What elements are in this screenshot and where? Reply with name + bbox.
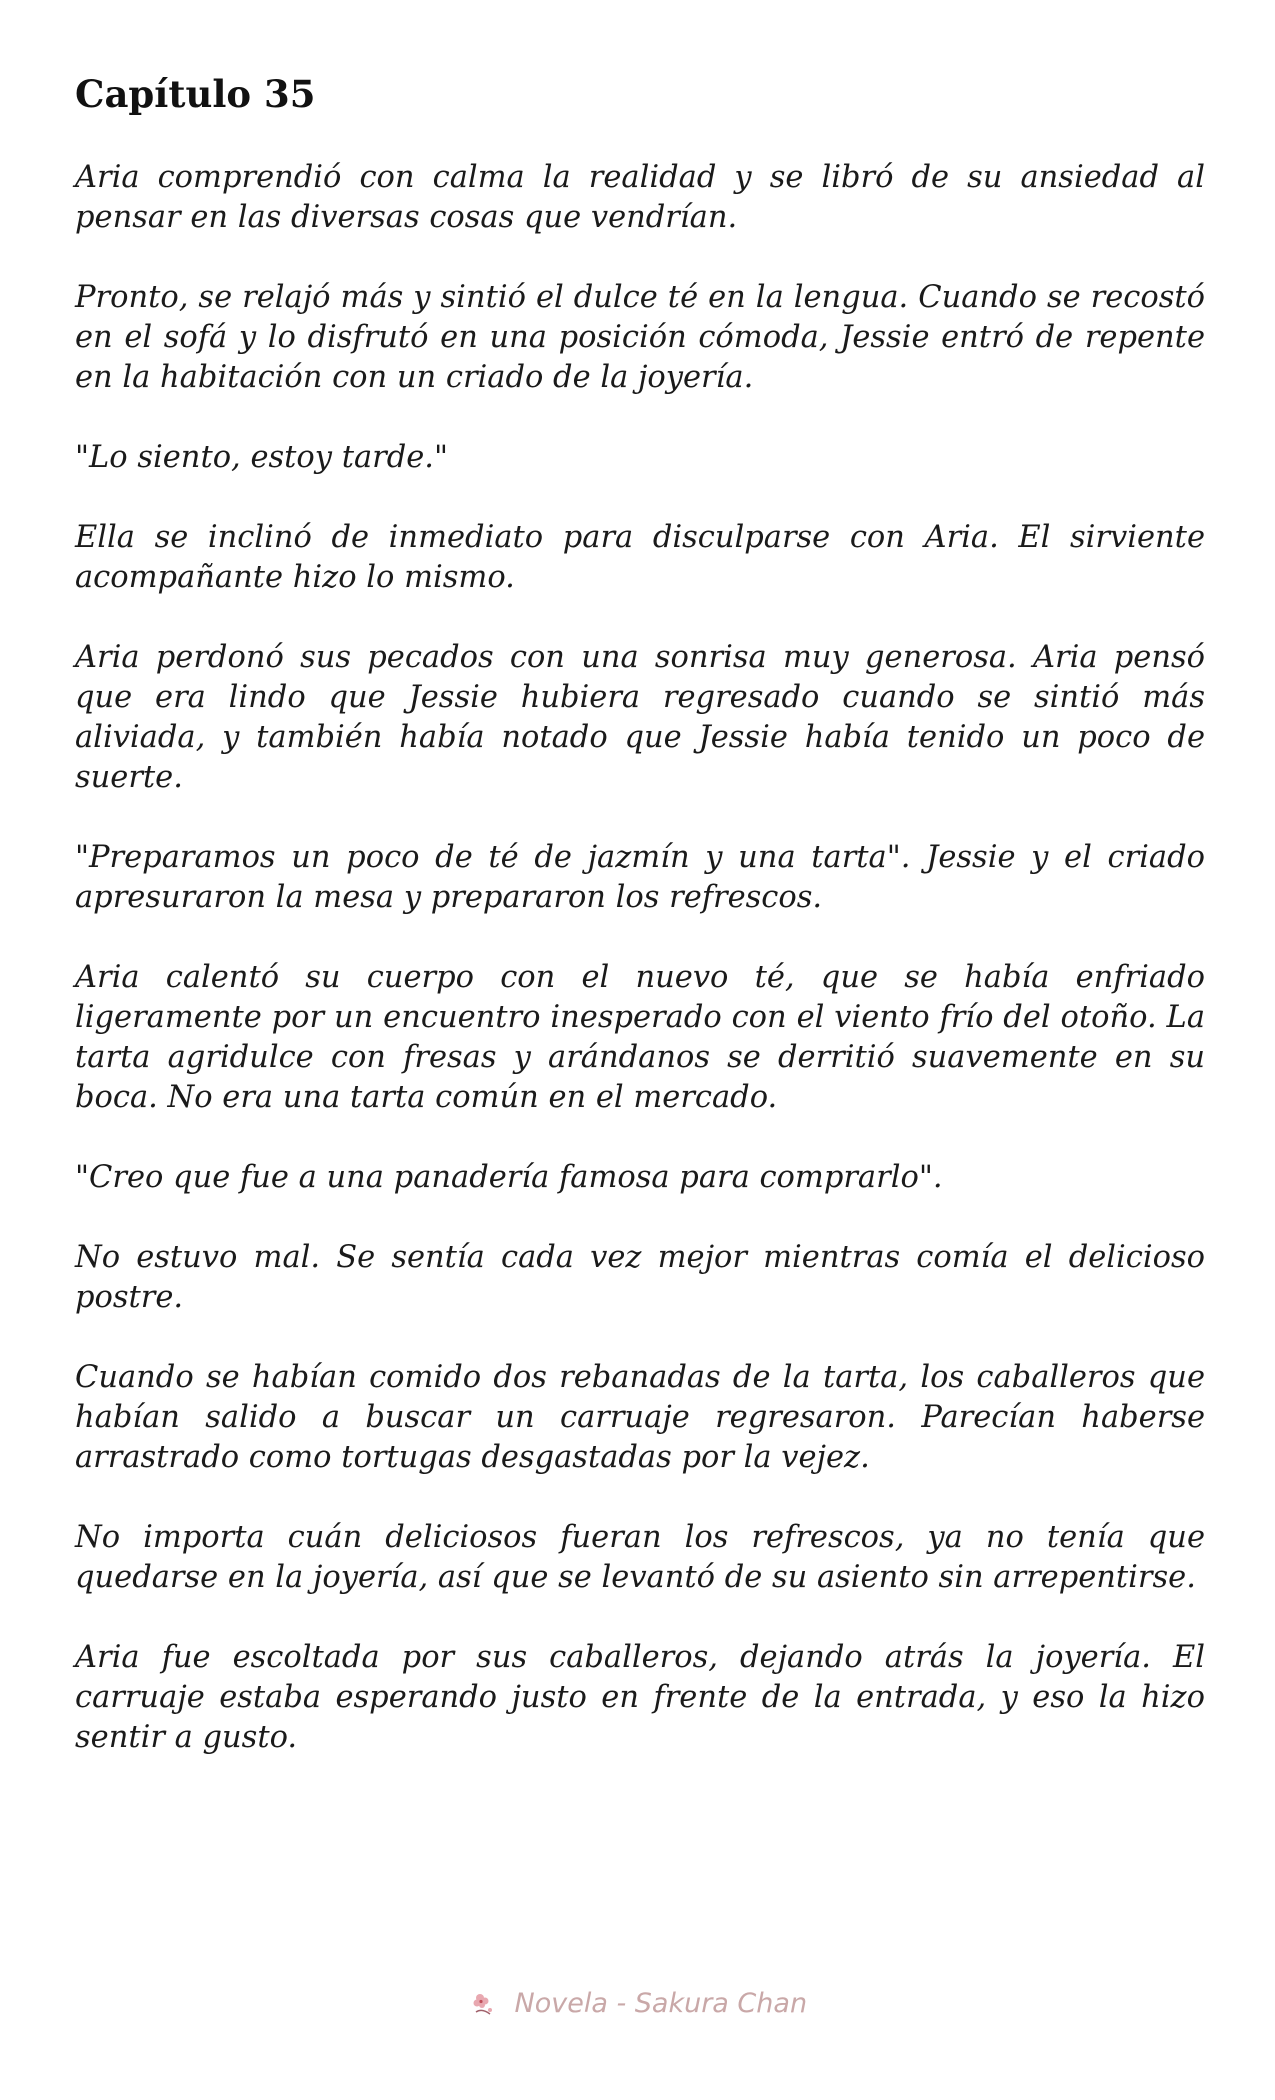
document-page <box>75 72 1205 1798</box>
paragraph-12: Aria fue escoltada por sus caballeros, dejando atrás la joyería. El carruaje estaba esperando justo en frente de la entrada, y eso la hizo sentir a gusto. <box>75 1640 1205 1756</box>
footer-text: Novela - Sakura Chan <box>514 1988 808 2019</box>
paragraph-7: Aria calentó su cuerpo con el nuevo té, que se había enfriado ligeramente por un encuentro inesperado con el viento frío del otoño. La tarta agridulce con fresas y arándanos se derritió suavemente en su boca. No era una tarta común en el mercado. <box>75 960 1205 1116</box>
paragraph-2: Pronto, se relajó más y sintió el dulce té en la lengua. Cuando se recostó en el sofá y lo disfrutó en una posición cómoda, Jessie entró de repente en la habitación con un criado de la joyería. <box>75 280 1205 396</box>
paragraph-3: "Lo siento, estoy tarde." <box>75 440 449 476</box>
paragraph-4: Ella se inclinó de inmediato para disculparse con Aria. El sirviente acompañante hizo lo mismo. <box>75 520 1205 596</box>
paragraph-6: "Preparamos un poco de té de jazmín y una tarta". Jessie y el criado apresuraron la mesa y prepararon los refrescos. <box>75 840 1205 916</box>
sakura-flower-icon <box>468 1990 498 2020</box>
paragraph-10: Cuando se habían comido dos rebanadas de la tarta, los caballeros que habían salido a buscar un carruaje regresaron. Parecían haberse arrastrado como tortugas desgastadas por la vejez. <box>75 1360 1205 1476</box>
chapter-body <box>75 158 1205 1758</box>
paragraph-5: Aria perdonó sus pecados con una sonrisa muy generosa. Aria pensó que era lindo que Jessie hubiera regresado cuando se sintió más aliviada, y también había notado que Jessie había tenido un poco de suerte. <box>75 640 1205 796</box>
chapter-title: Capítulo 35 <box>75 72 316 116</box>
paragraph-11: No importa cuán deliciosos fueran los refrescos, ya no tenía que quedarse en la joyería, así que se levantó de su asiento sin arrepentirse. <box>75 1520 1205 1596</box>
paragraph-8: "Creo que fue a una panadería famosa para comprarlo". <box>75 1160 943 1196</box>
paragraph-1: Aria comprendió con calma la realidad y se libró de su ansiedad al pensar en las diversas cosas que vendrían. <box>75 160 1205 236</box>
footer-watermark <box>0 1988 1275 2020</box>
paragraph-9: No estuvo mal. Se sentía cada vez mejor mientras comía el delicioso postre. <box>75 1240 1205 1316</box>
